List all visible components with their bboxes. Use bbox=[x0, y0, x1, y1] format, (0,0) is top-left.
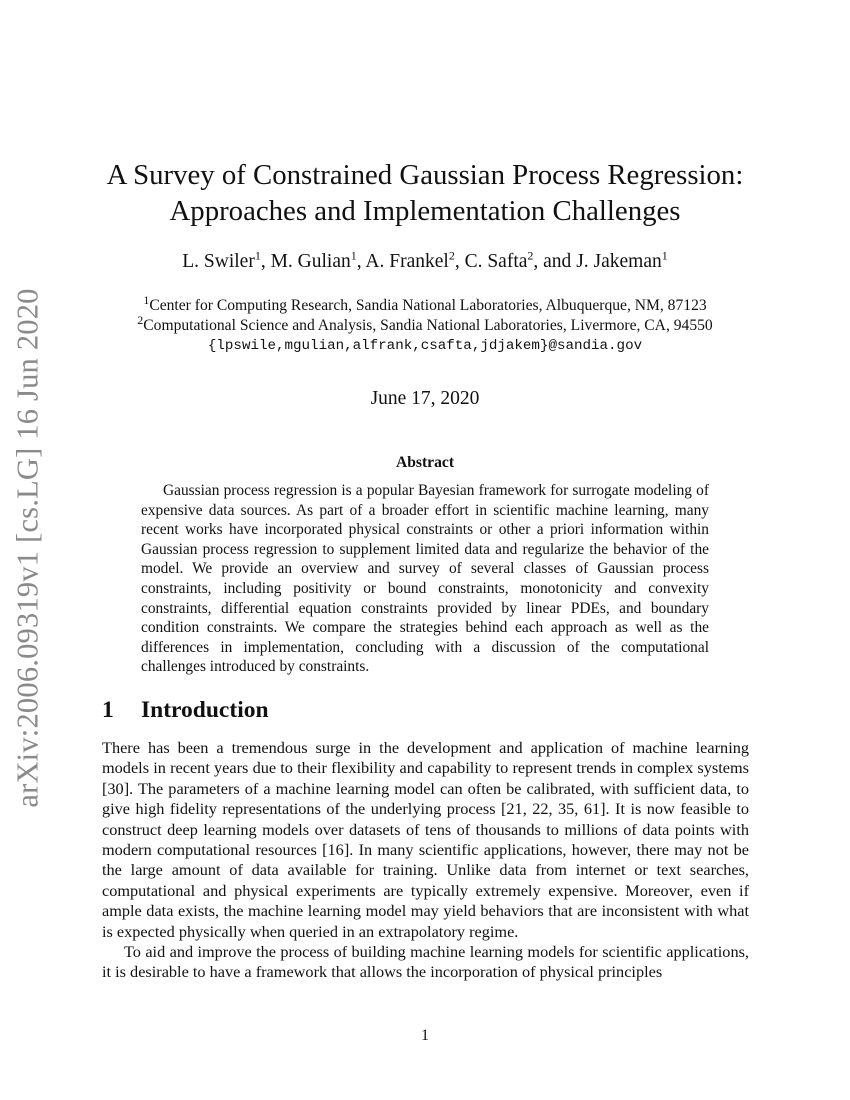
affiliation-mark: 2 bbox=[137, 312, 144, 327]
author-separator: , bbox=[356, 251, 366, 272]
author-name: A. Frankel bbox=[365, 251, 449, 272]
author-name: J. Jakeman bbox=[576, 251, 662, 272]
arxiv-identifier: arXiv:2006.09319v1 [cs.LG] 16 Jun 2020 bbox=[10, 288, 45, 808]
author-separator: , and bbox=[533, 251, 577, 272]
section-title: Introduction bbox=[141, 697, 269, 723]
affiliation-2 bbox=[60, 312, 790, 336]
section-heading bbox=[102, 697, 269, 724]
author-name: C. Safta bbox=[464, 251, 528, 272]
introduction-body bbox=[102, 738, 749, 983]
author-affiliation-mark: 1 bbox=[661, 248, 668, 263]
author-separator: , bbox=[260, 251, 271, 272]
author bbox=[576, 248, 668, 272]
author-separator: , bbox=[454, 251, 465, 272]
section-number: 1 bbox=[102, 697, 114, 723]
affiliation-text: Center for Computing Research, Sandia National Laboratories, Albuquerque, NM, 87123 bbox=[149, 297, 707, 314]
author-emails: {lpswile,mgulian,alfrank,csafta,jdjakem}@sandia.gov bbox=[207, 338, 643, 354]
affiliation-mark: 1 bbox=[143, 292, 150, 307]
page-number: 1 bbox=[421, 1027, 429, 1044]
paper-date: June 17, 2020 bbox=[370, 388, 480, 409]
author-name: M. Gulian bbox=[270, 251, 351, 272]
title-line-2: Approaches and Implementation Challenges bbox=[169, 195, 681, 227]
abstract-body: Gaussian process regression is a popular Bayesian framework for surrogate modeling of expensive data sources. As part of a broader effort in scientific machine learning, many recent works have incorporated physical constraints or other a priori information within Gaussian process regression to supplement limited data and regularize the behavior of the model. We provide an overview and survey of several classes of Gaussian process constraints, including positivity or bound constraints, monotonicity and convexity constraints, differential equation constraints provided by linear PDEs, and boundary condition constraints. We compare the strategies behind each approach as well as the differences in implementation, concluding with a discussion of the computational challenges introduced by constraints. bbox=[141, 482, 709, 676]
author bbox=[464, 248, 577, 272]
author bbox=[182, 248, 271, 272]
author bbox=[365, 248, 465, 272]
author-list bbox=[60, 250, 790, 274]
abstract-heading: Abstract bbox=[395, 454, 455, 471]
affiliation-1 bbox=[60, 292, 790, 316]
title-line-1: A Survey of Constrained Gaussian Process Regression: bbox=[106, 159, 744, 191]
affiliation-text: Computational Science and Analysis, Sandia National Laboratories, Livermore, CA, 94550 bbox=[143, 317, 713, 334]
paragraph: To aid and improve the process of building machine learning models for scientific applications, it is desirable to have a framework that allows the incorporation of physical principles bbox=[102, 942, 749, 982]
paper-title bbox=[60, 157, 790, 229]
author-affiliation-mark: 2 bbox=[527, 248, 534, 263]
paragraph: There has been a tremendous surge in the development and application of machine learning models in recent years due to their flexibility and capability to represent trends in complex systems [30]. The parameters of a machine learning model can often be calibrated, with sufficient data, to give high fidelity representations of the underlying process [21, 22, 35, 61]. It is now feasible to construct deep learning models over datasets of tens of thousands to millions of data points with modern computational resources [16]. In many scientific applications, however, there may not be the large amount of data available for training. Unlike data from internet or text searches, computational and physical experiments are typically extremely expensive. Moreover, even if ample data exists, the machine learning model may yield behaviors that are inconsistent with what is expected physically when queried in an extrapolatory regime. bbox=[102, 738, 749, 941]
author-affiliation-mark: 2 bbox=[448, 248, 455, 263]
author-affiliation-mark: 1 bbox=[254, 248, 261, 263]
affiliations bbox=[60, 292, 790, 356]
author-name: L. Swiler bbox=[182, 251, 255, 272]
author-affiliation-mark: 1 bbox=[350, 248, 357, 263]
author bbox=[270, 248, 366, 272]
